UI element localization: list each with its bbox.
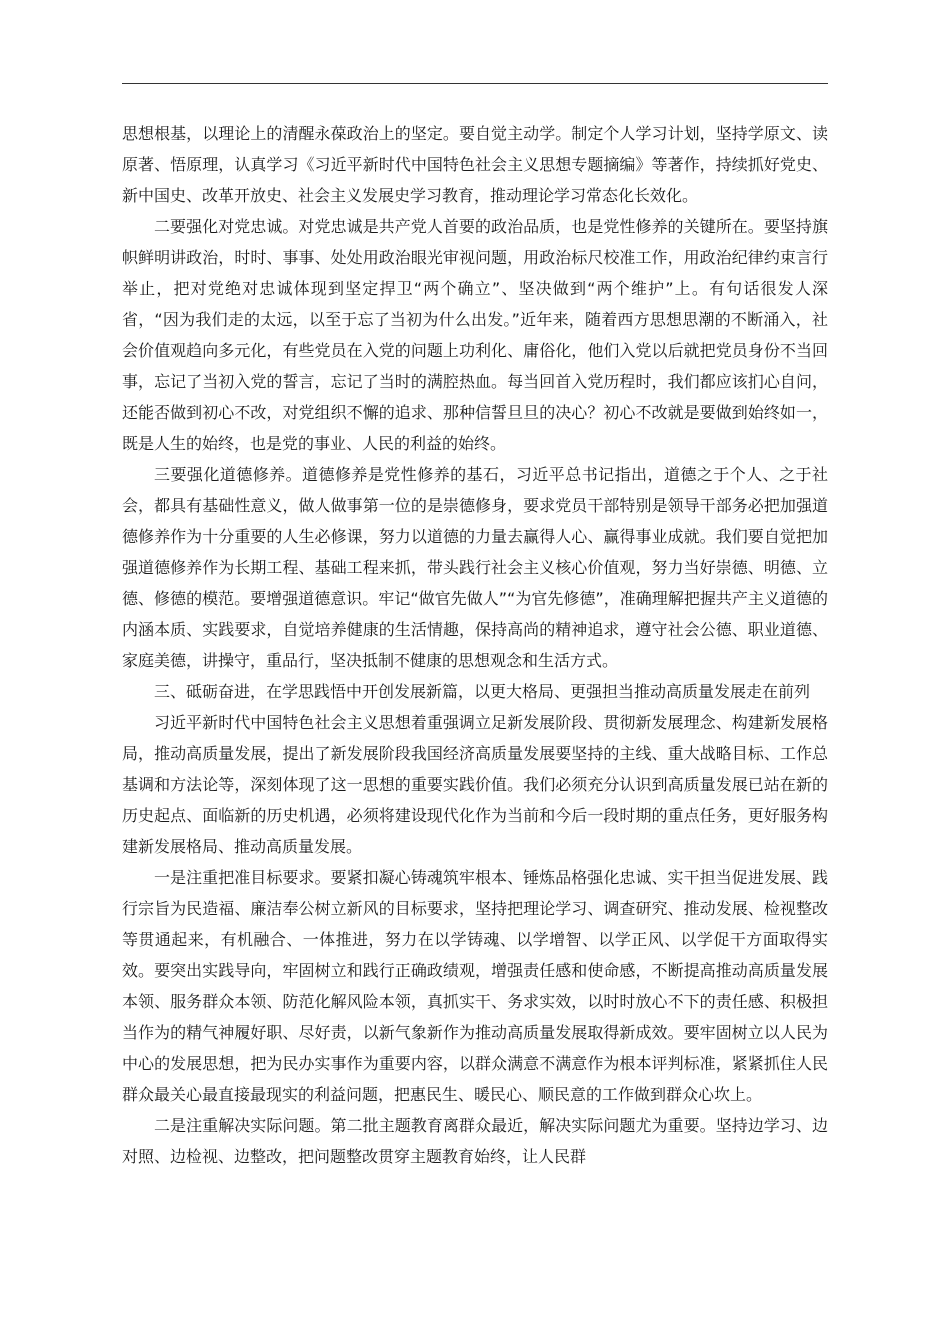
paragraph-3: 三要强化道德修养。道德修养是党性修养的基石，习近平总书记指出，道德之于个人、之于社会，都具有基础性意义，做人做事第一位的是崇德修身，要求党员干部特别是领导干部务必把加强道德修养作为十分重要的人生必修课，努力以道德的力量去赢得人心、赢得事业成就。我们要自觉把加强道德修养作为长期工程、基础工程来抓，带头践行社会主义核心价值观，努力当好崇德、明德、立德、修德的模范。要增强道德意识。牢记“做官先做人”“为官先修德”，准确理解把握共产主义道德的内涵本质、实践要求，自觉培养健康的生活情趣，保持高尚的精神追求，遵守社会公德、职业道德、家庭美德，讲操守，重品行，坚决抵制不健康的思想观念和生活方式。 (122, 465, 828, 670)
paragraph-1: 思想根基，以理论上的清醒永葆政治上的坚定。要自觉主动学。制定个人学习计划，坚持学原文、读原著、悟原理，认真学习《习近平新时代中国特色社会主义思想专题摘编》等著作，持续抓好党史、新中国史、改革开放史、社会主义发展史学习教育，推动理论学习常态化长效化。 (122, 124, 828, 205)
paragraph-4: 习近平新时代中国特色社会主义思想着重强调立足新发展阶段、贯彻新发展理念、构建新发展格局，推动高质量发展，提出了新发展阶段我国经济高质量发展要坚持的主线、重大战略目标、工作总基调和方法论等，深刻体现了这一思想的重要实践价值。我们必须充分认识到高质量发展已站在新的历史起点、面临新的历史机遇，必须将建设现代化作为当前和今后一段时期的重点任务，更好服务构建新发展格局、推动高质量发展。 (122, 713, 828, 856)
paragraph-5: 一是注重把准目标要求。要紧扣凝心铸魂筑牢根本、锤炼品格强化忠诚、实干担当促进发展、践行宗旨为民造福、廉洁奉公树立新风的目标要求，坚持把理论学习、调查研究、推动发展、检视整改等贯通起来，有机融合、一体推进，努力在以学铸魂、以学增智、以学正风、以学促干方面取得实效。要突出实践导向，牢固树立和践行正确政绩观，增强责任感和使命感，不断提高推动高质量发展本领、服务群众本领、防范化解风险本领，真抓实干、务求实效，以时时放心不下的责任感、积极担当作为的精气神履好职、尽好责，以新气象新作为推动高质量发展取得新成效。要牢固树立以人民为中心的发展思想，把为民办实事作为重要内容，以群众满意不满意作为根本评判标准，紧紧抓住人民群众最关心最直接最现实的利益问题，把惠民生、暖民心、顺民意的工作做到群众心坎上。 (122, 868, 828, 1104)
paragraph-2: 二要强化对党忠诚。对党忠诚是共产党人首要的政治品质，也是党性修养的关键所在。要坚持旗帜鲜明讲政治，时时、事事、处处用政治眼光审视问题，用政治标尺校准工作，用政治纪律约束言行举止，把对党绝对忠诚体现到坚定捍卫“两个确立”、坚决做到“两个维护”上。有句话很发人深省，“因为我们走的太远，以至于忘了当初为什么出发。”近年来，随着西方思想思潮的不断涌入，社会价值观趋向多元化，有些党员在入党的问题上功利化、庸俗化，他们入党以后就把党员身份不当回事，忘记了当初入党的誓言，忘记了当时的满腔热血。每当回首入党历程时，我们都应该扪心自问，还能否做到初心不改，对党组织不懈的追求、那种信誓旦旦的决心？初心不改就是要做到始终如一，既是人生的始终，也是党的事业、人民的利益的始终。 (122, 217, 828, 453)
paragraph-6: 二是注重解决实际问题。第二批主题教育离群众最近，解决实际问题尤为重要。坚持边学习、边对照、边检视、边整改，把问题整改贯穿主题教育始终，让人民群 (122, 1116, 828, 1166)
document-body (122, 118, 828, 1172)
section-heading: 三、砥砺奋进，在学思践悟中开创发展新篇，以更大格局、更强担当推动高质量发展走在前列 (154, 682, 811, 701)
header-rule (122, 83, 828, 84)
